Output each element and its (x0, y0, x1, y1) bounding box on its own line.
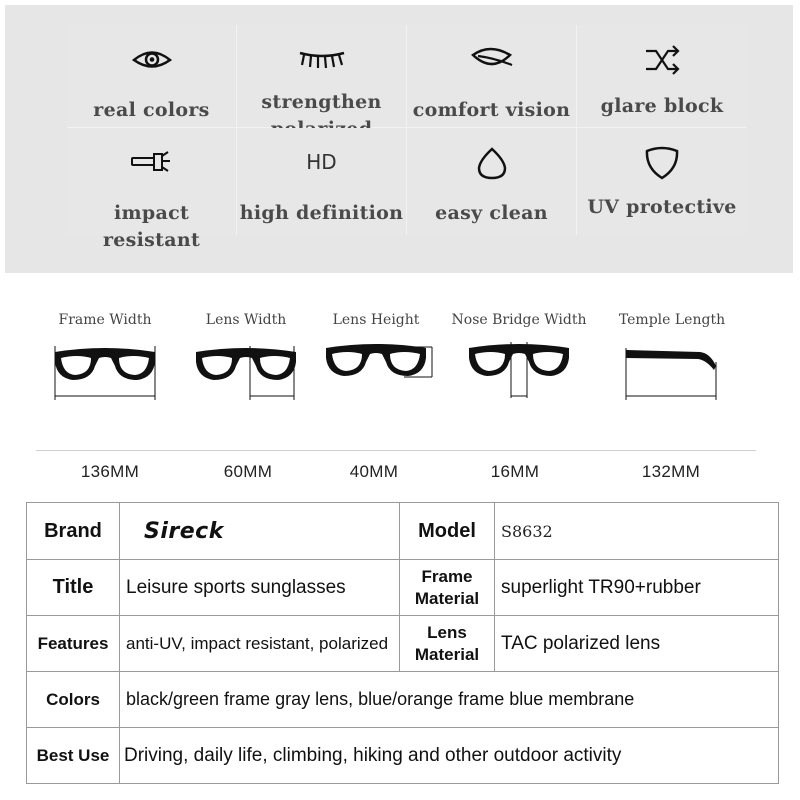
table-row (27, 616, 779, 672)
dimension-value-frame-width: 136MM (80, 462, 140, 481)
feature-label: glare block (600, 95, 724, 117)
brand-value-cell (120, 503, 400, 560)
table-row (27, 672, 779, 728)
feature-label: UV protective (587, 196, 737, 218)
feature-easy-clean (407, 128, 577, 235)
frame-material-value: superlight TR90+rubber (495, 560, 779, 616)
spec-table (26, 502, 779, 784)
feature-label: real colors (93, 99, 210, 121)
dimension-value-lens-height: 40MM (349, 462, 399, 481)
frame-material-label: Frame Material (400, 560, 495, 616)
feature-label: high definition (239, 202, 404, 224)
colors-value: black/green frame gray lens, blue/orange frame blue membrane (120, 672, 779, 728)
feature-label: easy clean (435, 202, 548, 224)
title-value: Leisure sports sunglasses (120, 560, 400, 616)
hd-icon: HD (306, 150, 337, 174)
model-label: Model (400, 503, 495, 560)
dimension-label: Nose Bridge Width (451, 312, 587, 328)
hammer-icon (128, 146, 176, 180)
brand-label: Brand (27, 503, 120, 560)
lens-material-value: TAC polarized lens (495, 616, 779, 672)
features-value: anti-UV, impact resistant, polarized (120, 616, 400, 672)
eye-icon (128, 43, 176, 77)
shield-icon (638, 146, 686, 180)
best-use-value: Driving, daily life, climbing, hiking and other outdoor activity (120, 728, 779, 784)
feature-strengthen-polarized (237, 25, 407, 128)
nose-bridge-glasses-icon (439, 338, 599, 408)
dimension-value-nose-bridge: 16MM (490, 462, 540, 481)
dimension-label: Lens Height (332, 312, 420, 328)
eyelash-icon (298, 43, 346, 77)
dimension-value-lens-width: 60MM (223, 462, 273, 481)
dimension-value-temple-length: 132MM (641, 462, 701, 481)
feature-real-colors (67, 25, 237, 128)
feature-uv-protective (577, 128, 747, 235)
feature-glare-block (577, 25, 747, 128)
feature-grid (67, 25, 747, 251)
dimension-label: Temple Length (618, 312, 726, 328)
table-row (27, 503, 779, 560)
feature-panel (5, 5, 793, 273)
temple-length-icon (592, 338, 752, 408)
feature-comfort-vision (407, 25, 577, 128)
dimension-label: Lens Width (205, 312, 287, 328)
table-row (27, 560, 779, 616)
best-use-label: Best Use (27, 728, 120, 784)
brand-logo: Sireck (144, 518, 224, 544)
features-label: Features (27, 616, 120, 672)
dimension-divider (36, 450, 756, 451)
feature-high-definition (237, 128, 407, 235)
frame-width-glasses-icon (25, 338, 185, 408)
lens-height-glasses-icon (296, 338, 456, 408)
leaf-icon (468, 43, 516, 77)
title-label: Title (27, 560, 120, 616)
table-row (27, 728, 779, 784)
colors-label: Colors (27, 672, 120, 728)
dimension-label: Frame Width (58, 312, 152, 328)
feature-impact-resistant (67, 128, 237, 251)
shuffle-icon (638, 43, 686, 77)
lens-material-label: Lens Material (400, 616, 495, 672)
feature-label: impact resistant (102, 202, 201, 251)
drop-icon (468, 146, 516, 180)
dimensions-section (0, 300, 800, 490)
model-value: S8632 (495, 503, 779, 560)
feature-label: strengthen (261, 91, 382, 113)
feature-label: comfort vision (412, 99, 571, 121)
